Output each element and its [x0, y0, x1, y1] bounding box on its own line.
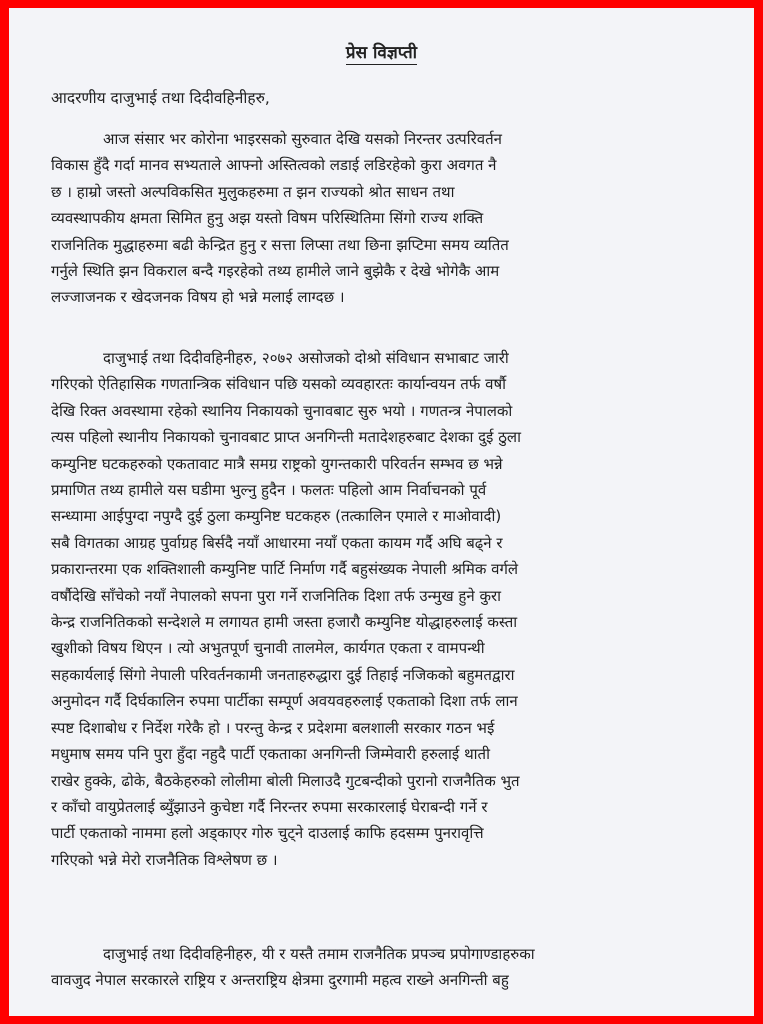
text-line: वर्षौदेखि साँचेको नयाँ नेपालको सपना पुरा गर्ने राजनितिक दिशा तर्फ उन्मुख हुने कुरा — [51, 586, 502, 605]
title-text: प्रेस विज्ञप्ती — [345, 43, 418, 63]
document-page — [9, 8, 754, 1016]
text-line: सबै विगतका आग्रह पुर्वाग्रह बिर्सदै नयाँ आधारमा नयाँ एकता कायम गर्दै अघि बढ्ने र — [51, 533, 503, 552]
text-line: व्यवस्थापकीय क्षमता सिमित हुनु अझ यस्तो विषम परिस्थितिमा सिंगो राज्य शक्ति — [51, 209, 484, 228]
text-line: केन्द्र राजनितिकको सन्देशले म लगायत हामी जस्ता हजारौ कम्युनिष्ट योद्धाहरुलाई कस्ता — [51, 613, 518, 632]
text-line: प्रमाणित तथ्य हामीले यस घडीमा भुल्नु हुदैन । फलतः पहिलो आम निर्वाचनको पूर्व — [51, 481, 487, 500]
text-line: गरिएको ऐतिहासिक गणतान्त्रिक संविधान पछि यसको व्यवहारतः कार्यान्वयन तर्फ वर्षौ — [51, 375, 507, 394]
text-line: कम्युनिष्ट घटकहरुको एकतावाट मात्रै समग्र राष्ट्रको युगन्तकारी परिवर्तन सम्भव छ भन्ने — [51, 454, 503, 473]
text-line: खुशीको विषय थिएन । त्यो अभुतपूर्ण चुनावी तालमेल, कार्यगत एकता र वामपन्थी — [51, 639, 485, 658]
text-line: प्रकारान्तरमा एक शक्तिशाली कम्युनिष्ट पार्टि निर्माण गर्दै बहुसंख्यक नेपाली श्रमिक वर्गले — [51, 560, 519, 579]
text-line: विकास हुँदै गर्दा मानव सभ्यताले आफ्नो अस्तित्वको लडाई लडिरहेको कुरा अवगत नै — [51, 156, 497, 175]
text-line: सहकार्यलाई सिंगो नेपाली परिवर्तनकामी जनताहरुद्धारा दुई तिहाई नजिकको बहुमतद्वारा — [51, 665, 515, 684]
text-line: मधुमाष समय पनि पुरा हुँदा नहुदै पार्टी एकताका अनगिन्ती जिम्मेवारी हरुलाई थाती — [51, 745, 490, 764]
text-line: स्पष्ट दिशाबोध र निर्देश गरेकै हो । परन्तु केन्द्र र प्रदेशमा बलशाली सरकार गठन भई — [51, 718, 495, 737]
text-line: वावजुद नेपाल सरकारले राष्ट्रिय र अन्तराष्ट्रिय क्षेत्रमा दुरगामी महत्व राख्ने अनगिन्ती बहु — [51, 971, 509, 990]
text-line: छ । हाम्रो जस्तो अल्पविकसित मुलुकहरुमा त झन राज्यको श्रोत साधन तथा — [51, 182, 455, 201]
paragraph-1 — [51, 126, 699, 311]
paragraph-3 — [51, 941, 699, 994]
text-line: गरिएको भन्ने मेरो राजनैतिक विश्लेषण छ । — [51, 850, 278, 869]
text-line: राखेर हुक्के, ढोके, बैठकेहरुको लोलीमा बोली मिलाउदै गुटबन्दीको पुरानो राजनैतिक भुत — [51, 771, 520, 790]
text-line: अनुमोदन गर्दै दिर्घकालिन रुपमा पार्टीका सम्पूर्ण अवयवहरुलाई एकताको दिशा तर्फ लान — [51, 692, 518, 711]
text-line: दाजुभाई तथा दिदीवहिनीहरु, यी र यस्तै तमाम राजनैतिक प्रपञ्च प्रपोगाण्डाहरुका — [103, 945, 535, 963]
text-line: र काँचो वायुप्रेतलाई ब्युँझाउने कुचेष्टा गर्दै निरन्तर रुपमा सरकारलाई घेराबन्दी गर्ने र — [51, 797, 488, 816]
text-line: देखि रिक्त अवस्थामा रहेको स्थानिय निकायको चुनावबाट सुरु भयो । गणतन्त्र नेपालको — [51, 401, 513, 420]
text-line: दाजुभाई तथा दिदीवहिनीहरु, २०७२ असोजको दोश्रो संविधान सभाबाट जारी — [103, 349, 509, 367]
press-release-title — [9, 40, 754, 63]
text-line: आज संसार भर कोरोना भाइरसको सुरुवात देखि यसको निरन्तर उत्परिवर्तन — [103, 130, 502, 148]
text-line: त्यस पहिलो स्थानीय निकायको चुनावबाट प्राप्त अनगिन्ती मतादेशहरुबाट देशका दुई ठुला — [51, 428, 521, 447]
salutation: आदरणीय दाजुभाई तथा दिदीवहिनीहरु, — [51, 89, 270, 107]
text-line: राजनितिक मुद्धाहरुमा बढी केन्द्रित हुनु र सत्ता लिप्सा तथा छिना झप्टिमा समय व्यतित — [51, 235, 509, 254]
text-line: लज्जाजनक र खेदजनक विषय हो भन्ने मलाई लाग्दछ । — [51, 288, 345, 307]
text-line: पार्टी एकताको नाममा हलो अड्काएर गोरु चुट्ने दाउलाई काफि हदसम्म पुनरावृत्ति — [51, 824, 484, 843]
paragraph-2 — [51, 345, 699, 873]
text-line: गर्नुले स्थिति झन विकराल बन्दै गइरहेको तथ्य हामीले जाने बुझेकै र देखे भोगेकै आम — [51, 262, 500, 281]
text-line: सन्ध्यामा आईपुग्दा नपुग्दै दुई ठुला कम्युनिष्ट घटकहरु (तत्कालिन एमाले र माओवादी) — [51, 507, 502, 526]
